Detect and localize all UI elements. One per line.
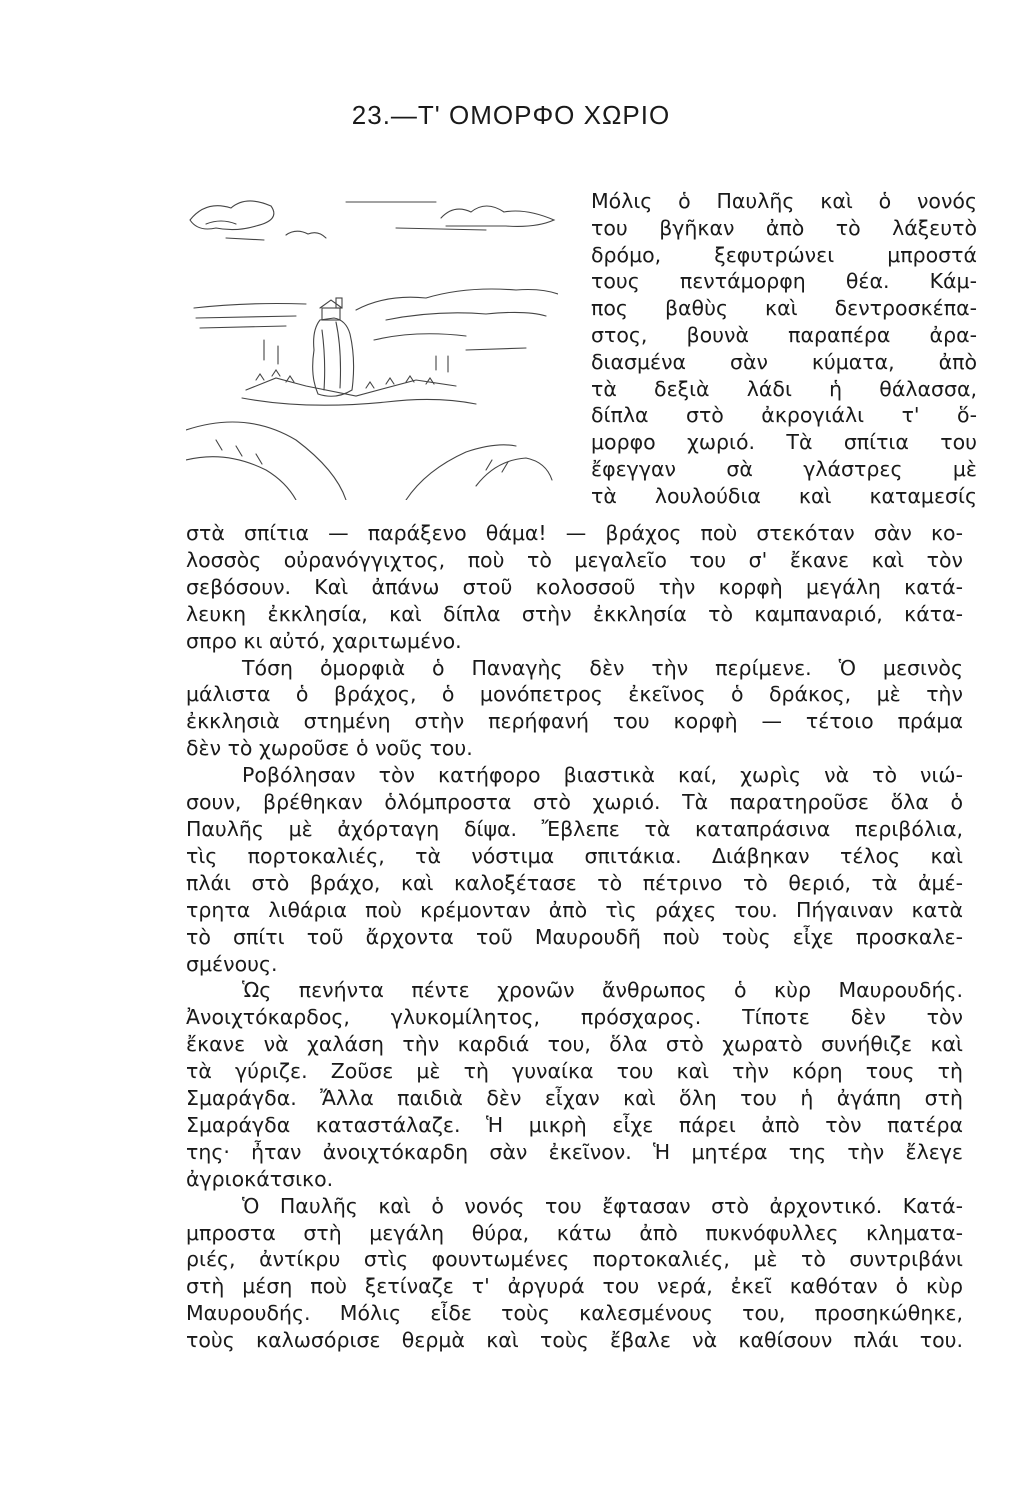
text-line: Ὁ Παυλῆς καὶ ὁ νονός του ἔφτασαν στὸ ἀρχοντικό. Κατά- <box>242 1193 963 1218</box>
text-line: λευκη ἐκκλησία, καὶ δίπλα στὴν ἐκκλησία τὸ καμπαναριό, κάτα- <box>186 601 963 626</box>
text-line: ἐκκλησιὰ στημένη στὴν περήφανή του κορφὴ — τέτοιο πράμα <box>186 709 963 734</box>
text-line: τὰ γύριζε. Ζοῦσε μὲ τὴ γυναίκα του καὶ τὴν κόρη τους τὴ <box>186 1059 963 1084</box>
text-line: πλάι στὸ βράχο, καὶ καλοξέτασε τὸ πέτρινο τὸ θεριό, τὰ ἀμέ- <box>186 870 963 895</box>
text-line: Ὡς πενήντα πέντε χρονῶν ἄνθρωπος ὁ κὺρ Μαυρουδής. <box>242 978 963 1003</box>
text-line: στὰ σπίτια — παράξενο θάμα! — βράχος ποὺ στεκόταν σὰν κο- <box>186 521 963 545</box>
text-line: Ἀνοιχτόκαρδος, γλυκομίλητος, πρόσχαρος. Τίποτε δὲν τὸν <box>186 1005 963 1030</box>
text-line: δὲν τὸ χωροῦσε ὁ νοῦς του. <box>186 736 473 761</box>
text-line: δρόμο, ξεφυτρώνει μπροστά <box>591 242 977 267</box>
text-line: τρητα λιθάρια ποὺ κρέμονταν ἀπὸ τὶς ράχες του. Πήγαιναν κατὰ <box>186 897 963 922</box>
text-line: ἔκανε νὰ χαλάση τὴν καρδιά του, ὅλα στὸ χωρατὸ συνήθιζε καὶ <box>186 1032 963 1057</box>
page-title: 23.—Τ' ΟΜΟΡΦΟ ΧΩΡΙΟ <box>351 100 671 130</box>
text-line: δίπλα στὸ ἀκρογιάλι τ' ὅ- <box>591 403 977 428</box>
text-line: ριές, ἀντίκρυ στὶς φουντωμένες πορτοκαλιές, μὲ τὸ συντριβάνι <box>186 1247 963 1272</box>
text-line: Μόλις ὁ Παυλῆς καὶ ὁ νονός <box>591 189 977 213</box>
text-line: μορφο χωριό. Τὰ σπίτια του <box>591 430 977 455</box>
text-line: Παυλῆς μὲ ἀχόρταγη δίψα. Ἔβλεπε τὰ καταπράσινα περιβόλια, <box>186 816 963 841</box>
text-line: διασμένα σὰν κύματα, ἀπὸ <box>591 349 977 374</box>
text-line: τοὺς καλωσόρισε θερμὰ καὶ τοὺς ἔβαλε νὰ καθίσουν πλάι του. <box>186 1328 963 1353</box>
text-line: ἔφεγγαν σὰ γλάστρες μὲ <box>591 456 977 481</box>
text-line: στὴ μέση ποὺ ξετίναζε τ' ἀργυρά του νερά, ἐκεῖ καθόταν ὁ κὺρ <box>186 1274 963 1299</box>
text-line: Σμαράγδα καταστάλαζε. Ἡ μικρὴ εἶχε πάρει ἀπὸ τὸν πατέρα <box>186 1112 963 1137</box>
text-line: τὰ δεξιὰ λάδι ἡ θάλασσα, <box>591 376 977 401</box>
text-line: της· ἦταν ἀνοιχτόκαρδη σὰν ἐκεῖνον. Ἡ μητέρα της τὴν ἔλεγε <box>186 1139 963 1164</box>
text-line: μπροστα στὴ μεγάλη θύρα, κάτω ἀπὸ πυκνόφυλλες κληματα- <box>186 1220 963 1245</box>
intro-paragraph <box>591 188 977 510</box>
text-line: τους πεντάμορφη θέα. Κάμ- <box>591 269 977 294</box>
text-line: σμένους. <box>186 951 278 976</box>
text-line: Σμαράγδα. Ἄλλα παιδιὰ δὲν εἶχαν καὶ ὅλη του ἡ ἀγάπη στὴ <box>186 1086 963 1111</box>
text-line: πος βαθὺς καὶ δεντροσκέπα- <box>591 296 977 321</box>
text-line: τὶς πορτοκαλιές, τὰ νόστιμα σπιτάκια. Διάβηκαν τέλος καὶ <box>186 843 963 868</box>
text-line: Τόση ὀμορφιὰ ὁ Παναγὴς δὲν τὴν περίμενε. Ὁ μεσινὸς <box>242 655 963 680</box>
body-text <box>186 520 963 1354</box>
text-line: τὸ σπίτι τοῦ ἄρχοντα τοῦ Μαυρουδῆ ποὺ τοὺς εἶχε προσκαλε- <box>186 924 963 949</box>
text-line: στος, βουνὰ παραπέρα ἀρα- <box>591 322 977 347</box>
text-line: σπρο κι αὐτό, χαριτωμένο. <box>186 628 462 653</box>
text-line: λοσσὸς οὐρανόγγιχτος, ποὺ τὸ μεγαλεῖο του σ' ἔκανε καὶ τὸν <box>186 547 963 572</box>
text-line: τὰ λουλούδια καὶ καταμεσίς <box>591 483 977 508</box>
village-illustration <box>186 190 558 500</box>
text-line: σουν, βρέθηκαν ὁλόμπροστα στὸ χωριό. Τὰ παρατηροῦσε ὅλα ὁ <box>186 790 963 815</box>
text-line: Ροβόλησαν τὸν κατήφορο βιαστικὰ καί, χωρὶς νὰ τὸ νιώ- <box>242 763 963 788</box>
text-line: ἀγριοκάτσικο. <box>186 1166 334 1191</box>
text-line: του βγῆκαν ἀπὸ τὸ λάξευτὸ <box>591 215 977 240</box>
text-line: σεβόσουν. Καὶ ἀπάνω στοῦ κολοσσοῦ τὴν κορφὴ μεγάλη κατά- <box>186 574 963 599</box>
text-line: μάλιστα ὁ βράχος, ὁ μονόπετρος ἐκεῖνος ὁ δράκος, μὲ τὴν <box>186 682 963 707</box>
text-line: Μαυρουδής. Μόλις εἶδε τοὺς καλεσμένους του, προσηκώθηκε, <box>186 1301 963 1326</box>
